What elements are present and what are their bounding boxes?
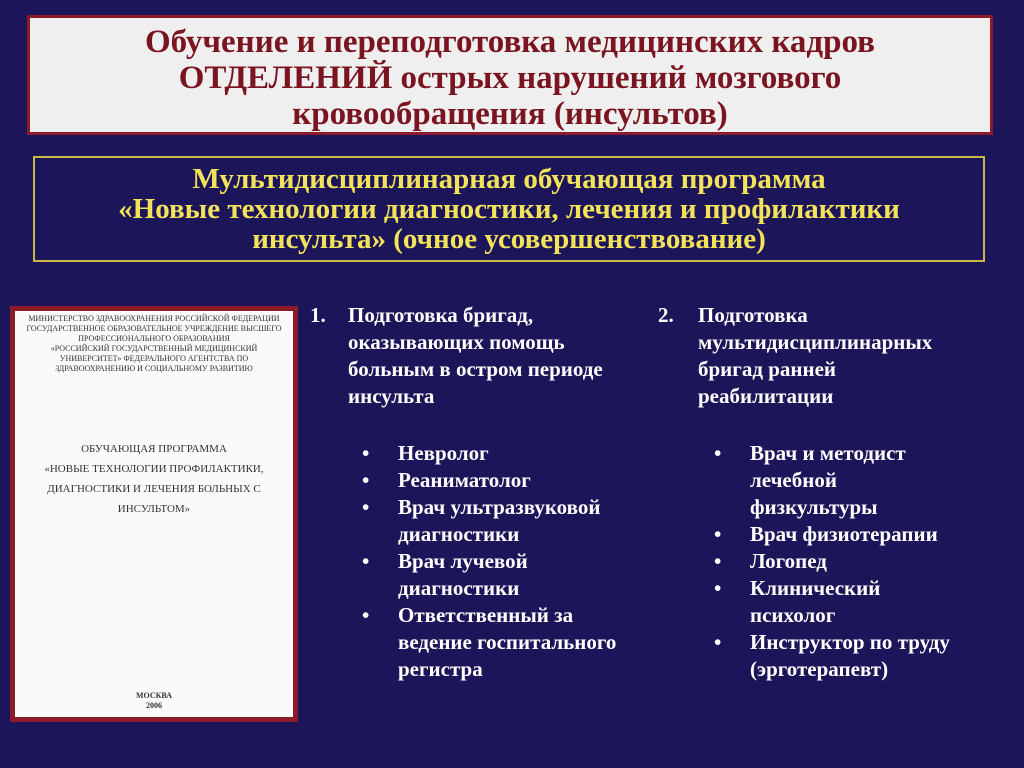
list-item-text: диагностики [398,522,520,546]
document-header-line: УНИВЕРСИТЕТ» ФЕДЕРАЛЬНОГО АГЕНТСТВА ПО [59,354,249,363]
document-title-line: ОБУЧАЮЩАЯ ПРОГРАММА [81,443,227,455]
slide-title-line-3: кровообращения (инсультов) [292,96,728,132]
program-line-2: «Новые технологии диагностики, лечения и профилактики [118,193,900,225]
list-item-text: Логопед [750,549,827,573]
list-item-text: психолог [750,603,836,627]
document-footer [15,691,293,711]
slide-title-line-2: ОТДЕЛЕНИЙ острых нарушений мозгового [178,60,842,96]
list-item [350,548,616,602]
program-line-3: инсульта» (очное усовершенствование) [252,223,766,255]
document-header-line: ПРОФЕССИОНАЛЬНОГО ОБРАЗОВАНИЯ [78,334,230,343]
list-item-text: Врач ультразвуковой [398,495,601,519]
document-header [19,314,289,374]
list-item-text: Инструктор по труду [750,630,950,654]
list-item-text: физкультуры [750,495,878,519]
list-item [702,440,950,521]
list-item [702,548,950,575]
list-item [350,440,616,467]
bullet-icon: • [714,441,722,465]
list-item-text: Врач физиотерапии [750,522,938,546]
slide-title-line-1: Обучение и переподготовка медицинских кадров [145,24,875,60]
column-heading-line: инсульта [348,384,435,408]
document-header-line: «РОССИЙСКИЙ ГОСУДАРСТВЕННЫЙ МЕДИЦИНСКИЙ [50,344,258,353]
column-heading [348,302,603,410]
document-year: 2006 [146,701,162,710]
list-item-text: Реаниматолог [398,468,531,492]
slide-title [27,15,993,135]
bullet-icon: • [714,549,722,573]
document-title [19,439,289,519]
document-header-line: МИНИСТЕРСТВО ЗДРАВООХРАНЕНИЯ РОССИЙСКОЙ ФЕДЕРАЦИИ [28,314,280,323]
list-item-text: регистра [398,657,483,681]
specialist-list [350,440,616,683]
list-item-text: Врач и методист [750,441,906,465]
specialist-list [702,440,950,683]
column-heading [698,302,932,410]
document-page [15,311,293,717]
column-acute-teams [310,302,670,702]
column-heading-line: мультидисциплинарных [698,330,933,354]
document-title-line: «НОВЫЕ ТЕХНОЛОГИИ ПРОФИЛАКТИКИ, [44,463,264,475]
bullet-icon: • [714,630,722,654]
list-item-text: (эрготерапевт) [750,657,889,681]
bullet-icon: • [362,603,370,627]
list-item-text: диагностики [398,576,520,600]
list-item-text: ведение госпитального [398,630,617,654]
column-heading-line: больным в остром периоде [348,357,603,381]
document-header-line: ГОСУДАРСТВЕННОЕ ОБРАЗОВАТЕЛЬНОЕ УЧРЕЖДЕНИЕ ВЫСШЕГО [26,324,282,333]
bullet-icon: • [714,522,722,546]
document-title-line: ДИАГНОСТИКИ И ЛЕЧЕНИЯ БОЛЬНЫХ С [47,483,261,495]
list-item [350,602,616,683]
bullet-icon: • [714,576,722,600]
list-item [702,575,950,629]
bullet-icon: • [362,549,370,573]
document-title-line: ИНСУЛЬТОМ» [117,503,191,515]
list-item [350,494,616,548]
list-item-text: Клинический [750,576,881,600]
column-number: 2. [658,303,674,327]
bullet-icon: • [362,495,370,519]
list-item [350,467,616,494]
column-heading-line: Подготовка [698,303,808,327]
document-city: МОСКВА [135,691,173,700]
program-line-1: Мультидисциплинарная обучающая программа [192,163,826,195]
column-heading-line: оказывающих помощь [348,330,565,354]
bullet-icon: • [362,468,370,492]
column-heading-line: реабилитации [698,384,834,408]
program-box [33,156,985,262]
document-cover-image [10,306,298,722]
column-heading-line: бригад ранней [698,357,836,381]
bullet-icon: • [362,441,370,465]
list-item-text: Невролог [398,441,489,465]
column-heading-line: Подготовка бригад, [348,303,534,327]
column-rehab-teams [658,302,1018,702]
document-header-line: ЗДРАВООХРАНЕНИЮ И СОЦИАЛЬНОМУ РАЗВИТИЮ [55,364,253,373]
list-item [702,629,950,683]
list-item-text: Врач лучевой [398,549,528,573]
column-number: 1. [310,303,326,327]
list-item [702,521,950,548]
list-item-text: Ответственный за [398,603,574,627]
list-item-text: лечебной [750,468,837,492]
